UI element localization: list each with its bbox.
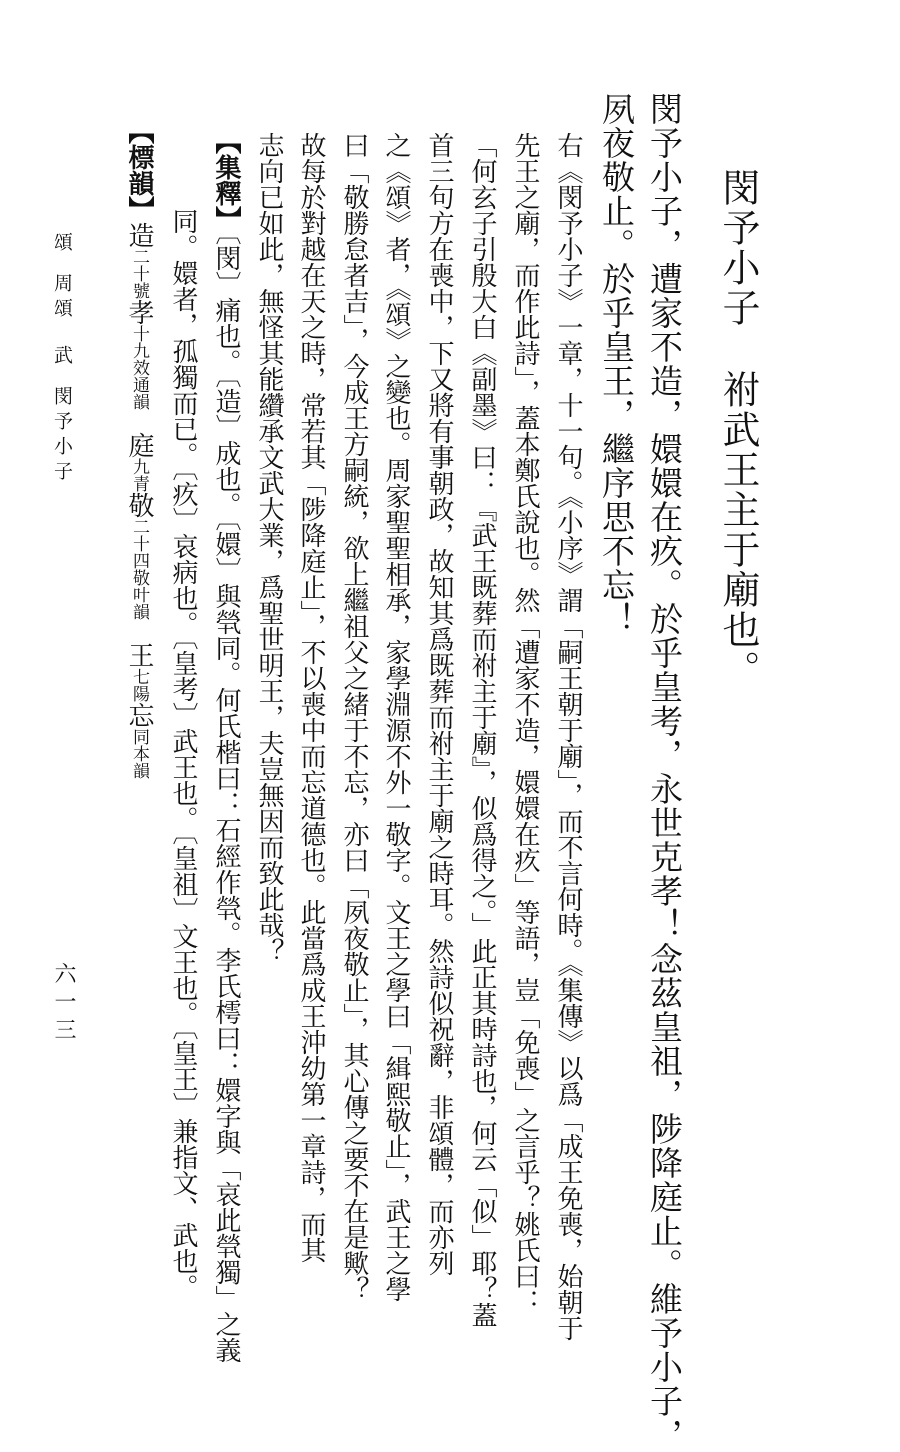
running-head-group: 武 bbox=[51, 345, 73, 370]
rhyme-char: 忘 bbox=[124, 702, 154, 728]
poem-title-column bbox=[716, 168, 760, 690]
commentary-line-8: 志向已如此，無怪其能纘承文武大業，爲聖世明王，夫豈無因而致此哉？ bbox=[254, 132, 284, 964]
commentary-line-3: 「何玄子引殷大白《副墨》曰：『武王既葬而祔主于廟』，似爲得之。」此正其時詩也，何云「似」耶？蓋 bbox=[467, 132, 497, 1328]
rhyme-note: 十九效通韻 bbox=[129, 325, 149, 410]
commentary-line-6: 曰「敬勝怠者吉」，今成王方嗣統，欲上繼祖父之緒于不忘，亦曰「夙夜敬止」，其心傳之要不在是歟？ bbox=[339, 132, 369, 1302]
running-head-poem: 閔予小子 bbox=[51, 386, 73, 486]
verse-line-1: 閔予小子，遭家不造，嬛嬛在疚。於乎皇考，永世克孝！念茲皇祖，陟降庭止。維予小子， bbox=[645, 92, 684, 1452]
rhyme-char: 孝 bbox=[124, 299, 154, 325]
collected-notes-label: 【集釋】 bbox=[211, 128, 241, 232]
commentary-line-2: 先王之廟，而作此詩」，蓋本鄭氏說也。然「遭家不造，嬛嬛在疚」等語，豈「免喪」之言乎？姚氏曰： bbox=[510, 132, 540, 1315]
rhyme-note: 二十號 bbox=[129, 248, 149, 299]
poem-preface: 祔武王主于廟也。 bbox=[716, 370, 760, 690]
collected-notes-line-1 bbox=[213, 128, 239, 1363]
rhyme-notes-label: 【標韻】 bbox=[124, 118, 154, 222]
poem-title: 閔予小子 bbox=[716, 168, 760, 328]
running-head-book: 頌 bbox=[51, 232, 73, 257]
rhyme-char: 敬 bbox=[124, 492, 154, 518]
rhyme-note: 二十四敬叶韻 bbox=[129, 518, 149, 620]
rhyme-char: 庭 bbox=[124, 432, 154, 458]
commentary-line-4: 首三句方在喪中，下又將有事朝政，故知其爲既葬而祔主于廟之時耳。然詩似祝辭，非頌體，而亦列 bbox=[424, 132, 454, 1276]
running-head bbox=[52, 232, 71, 486]
rhyme-note: 七陽 bbox=[129, 668, 149, 702]
rhyme-note: 九青 bbox=[129, 458, 149, 492]
running-head-section: 周頌 bbox=[51, 273, 73, 323]
collected-notes-text-1: 〔閔〕痛也。〔造〕成也。〔嬛〕與煢同。何氏楷曰：石經作煢。李氏樗曰：嬛字與「哀此煢獨」之義 bbox=[211, 232, 241, 1363]
commentary-line-7: 故每於對越在天之時，常若其「陟降庭止」，不以喪中而忘道德也。此當爲成王沖幼第一章詩，而其 bbox=[296, 132, 326, 1263]
commentary-line-5: 之《頌》者，《頌》之變也。周家聖聖相承，家學淵源不外一敬字。文王之學曰「緝熙敬止」，武王之學 bbox=[381, 132, 411, 1302]
collected-notes-line-2: 同。嬛者，孤獨而已。〔疚〕哀病也。〔皇考〕武王也。〔皇祖〕文王也。〔皇王〕兼指文、武也。 bbox=[168, 208, 198, 1300]
rhyme-char: 王 bbox=[124, 642, 154, 668]
commentary-line-1: 右《閔予小子》一章，十一句。《小序》謂「嗣王朝于廟」，而不言何時。《集傳》以爲「成王免喪，始朝于 bbox=[553, 132, 583, 1341]
page-number: 六一三 bbox=[51, 962, 76, 1046]
verse-line-2: 夙夜敬止。於乎皇王，繼序思不忘！ bbox=[597, 92, 636, 636]
rhyme-note: 同本韻 bbox=[129, 728, 149, 779]
rhyme-char: 造 bbox=[124, 222, 154, 248]
rhyme-notes-line bbox=[126, 118, 152, 779]
